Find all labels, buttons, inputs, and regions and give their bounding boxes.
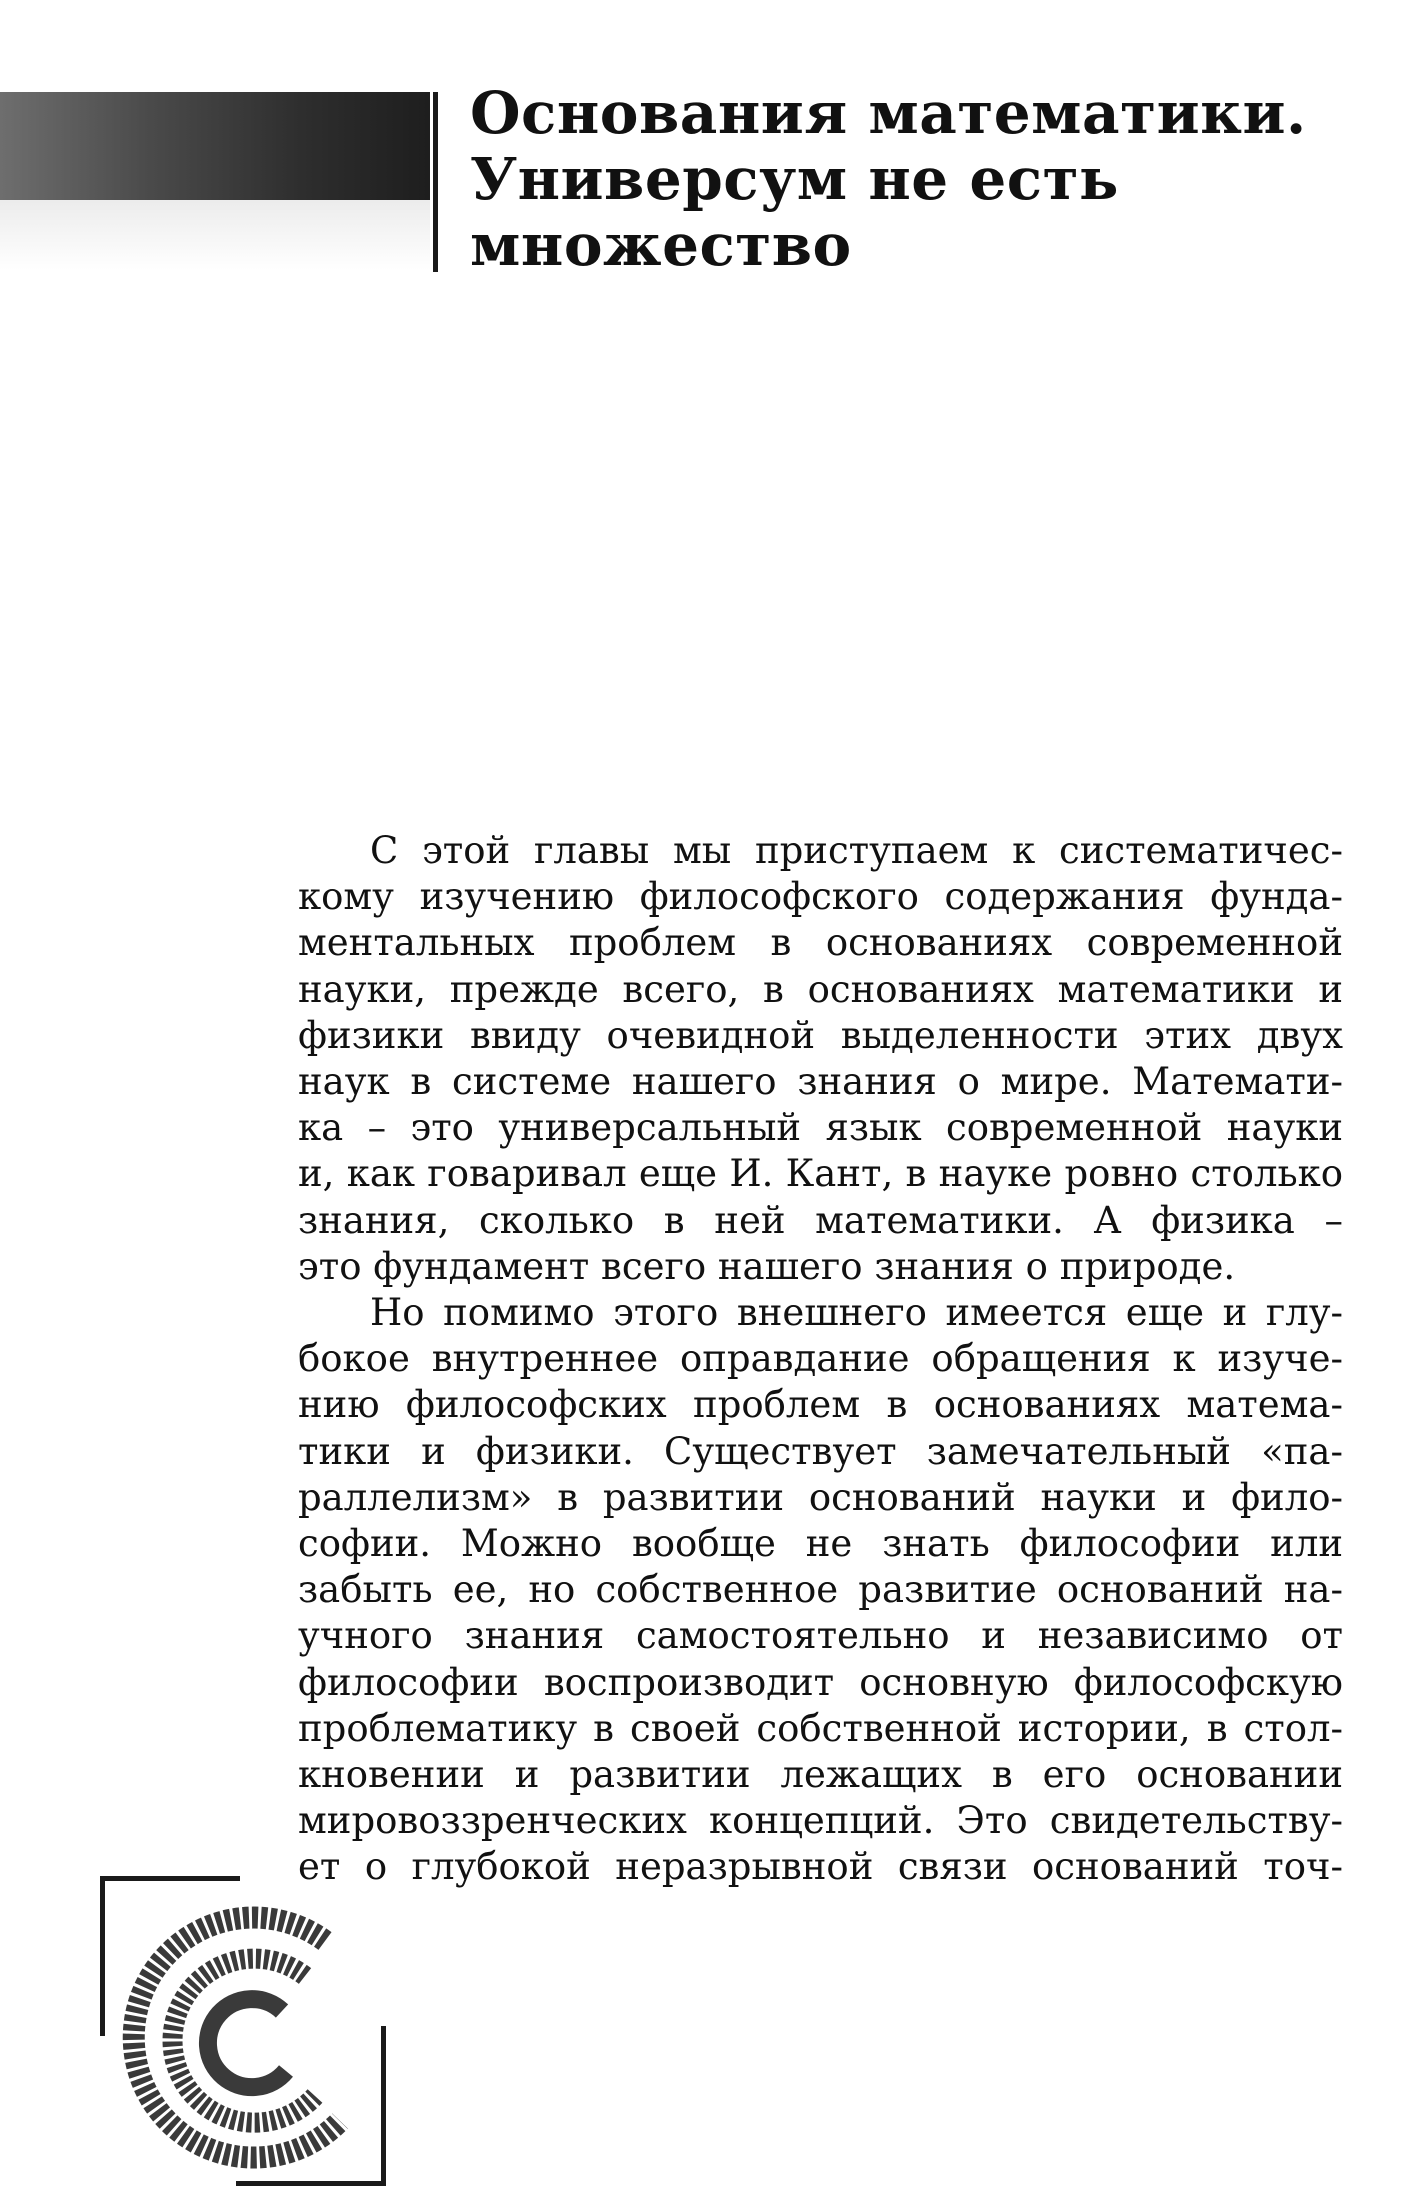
chapter-title-line: Основания математики. [470,79,1307,147]
paragraph-line: С этой главы мы приступаем к систематичес- [370,829,1343,872]
concentric-arcs-icon [110,1886,370,2176]
paragraph-line: науки, прежде всего, в основаниях математики и [298,967,1343,1011]
paragraph-line: физики ввиду очевидной выделенности этих двух [298,1013,1343,1057]
paragraph-line: ментальных проблем в основаниях современной [298,921,1343,965]
paragraph-line: философии воспроизводит основную философскую [298,1660,1343,1704]
paragraph-line: тики и физики. Существует замечательный «па- [298,1429,1343,1473]
paragraph-line: забыть ее, но собственное развитие оснований на- [298,1568,1343,1612]
header-rule [433,92,438,272]
paragraph-line: Но помимо этого внешнего имеется еще и глу- [370,1291,1343,1335]
paragraph-line: ет о глубокой неразрывной связи оснований точ- [298,1845,1343,1889]
paragraph-line: кому изучению философского содержания фунда- [298,875,1343,919]
paragraph-line: учного знания самостоятельно и независимо от [298,1614,1343,1658]
paragraph-line: мировоззренческих концепций. Это свидетельству- [298,1799,1343,1843]
paragraph-line: это фундамент всего нашего знания о природе. [298,1244,1236,1288]
paragraph-line: бокое внутреннее оправдание обращения к изуче- [298,1337,1343,1381]
paragraph-line: раллелизм» в развитии оснований науки и фило- [298,1475,1343,1519]
paragraph-line: проблематику в своей собственной истории, в стол- [298,1706,1343,1750]
chapter-title-line: Универсум не есть [470,145,1119,213]
header-bar [0,92,430,200]
logo-frame-left [100,1876,105,2036]
paragraph-line: наук в системе нашего знания о мире. Математи- [298,1060,1343,1104]
chapter-title [470,80,1370,278]
paragraph-line: нию философских проблем в основаниях матема- [298,1383,1343,1427]
logo-frame-bottom [236,2181,386,2186]
paragraph-line: кновении и развитии лежащих в его основании [298,1753,1343,1797]
paragraph-line: знания, сколько в ней математики. А физика – [298,1198,1343,1242]
logo-frame-right [381,2026,386,2186]
publisher-logo [100,1876,386,2186]
paragraph-line: софии. Можно вообще не знать философии или [298,1522,1343,1566]
chapter-title-line: множество [470,211,852,279]
paragraph-line: и, как говаривал еще И. Кант, в науке ровно столько [298,1152,1343,1196]
body-text [298,828,1343,1891]
logo-frame-top [100,1876,240,1881]
header-bar-fade [0,200,430,270]
paragraph-line: ка – это универсальный язык современной науки [298,1106,1343,1150]
